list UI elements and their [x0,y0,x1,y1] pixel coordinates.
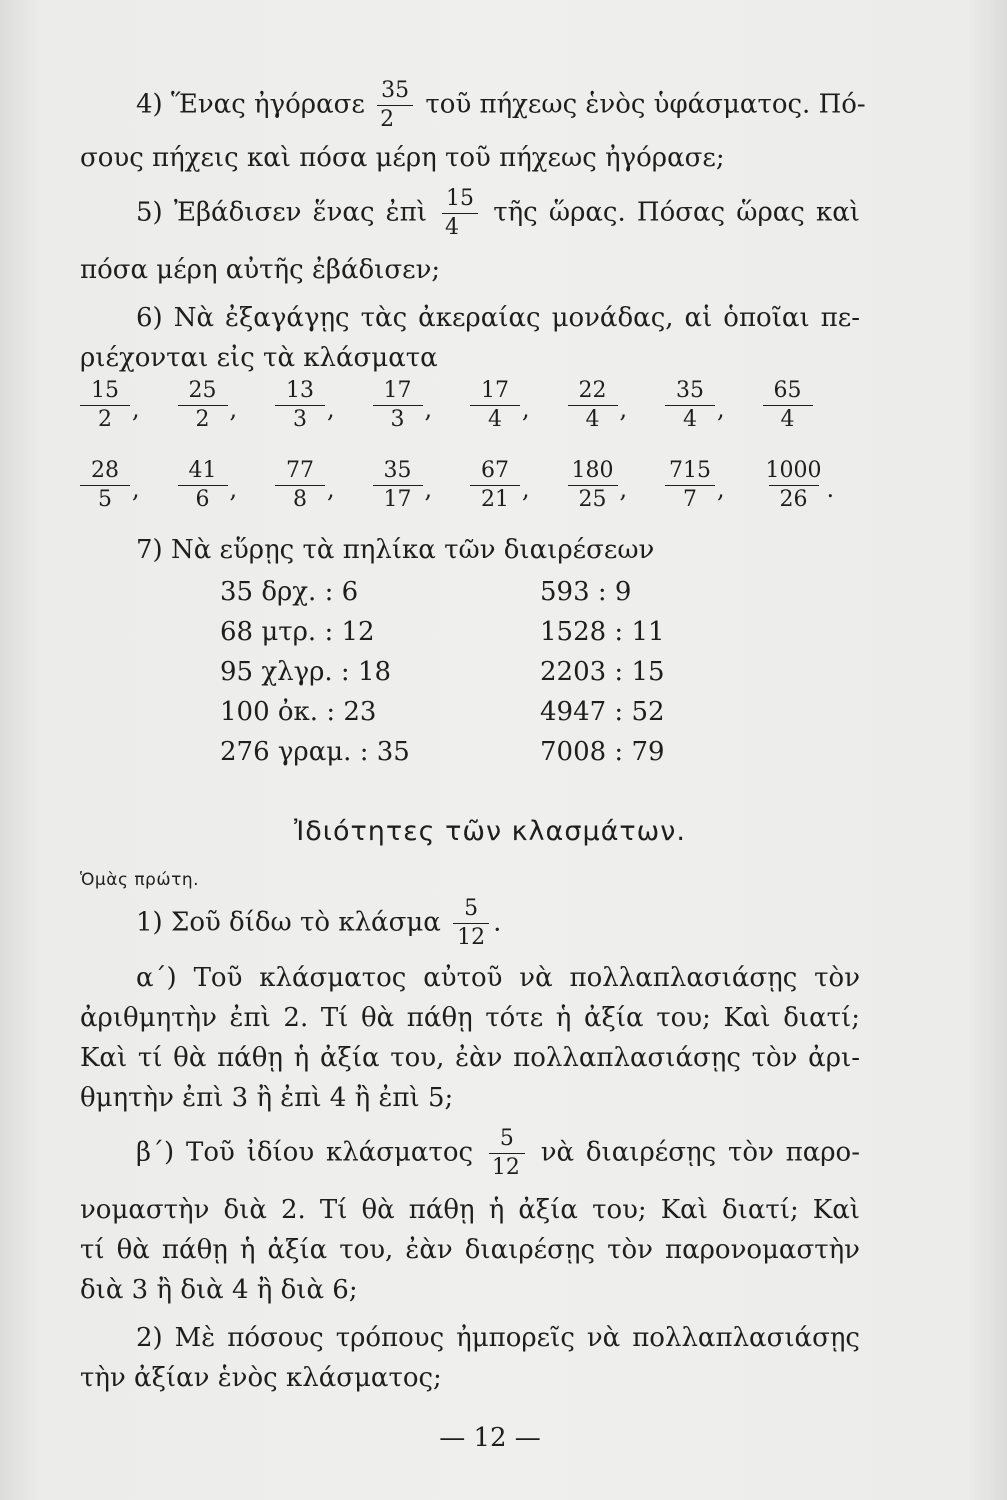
fraction-separator: , [132,475,140,503]
question-1-text: 1) Σοῦ δίδω τὸ κλάσμα [136,907,441,938]
fraction-separator: , [229,395,238,423]
fraction-separator: , [619,475,628,503]
fraction-numerator: 15 [91,378,119,403]
fraction-denominator: 3 [275,405,325,431]
beta-line-1 [80,1128,860,1179]
fraction-item [275,460,373,511]
alpha-line-3: Καὶ τί θὰ πάθῃ ἡ ἀξία του, ἐὰν πολλαπλασιάσῃς τὸν ἀρι- [80,1043,860,1073]
fraction-separator: , [132,395,140,423]
fraction-denominator: 2 [178,405,228,431]
fraction-separator: , [717,395,725,423]
fraction-separator: , [522,395,530,423]
beta-line-2: νομαστὴν διὰ 2. Τί θὰ πάθῃ ἡ ἀξία του; Καὶ διατί; Καὶ [80,1195,860,1225]
fraction [275,460,325,511]
fraction-denominator: 5 [80,485,130,511]
exercise-7-line-1: 7) Νὰ εὕρῃς τὰ πηλίκα τῶν διαιρέσεων [136,535,655,565]
fraction-numerator: 41 [188,458,217,483]
fraction-denominator: 17 [373,485,423,511]
fraction-numerator: 715 [669,458,711,483]
fraction-numerator: 180 [571,458,614,483]
fraction-separator: , [327,395,335,423]
beta-line-4: διὰ 3 ἢ διὰ 4 ἢ διὰ 6; [80,1275,358,1305]
alpha-line-1: α΄) Τοῦ κλάσματος αὐτοῦ νὰ πολλαπλασιάσῃς τὸν [136,963,860,993]
fraction-item [178,380,276,431]
fraction-numerator: 28 [91,458,119,483]
division-row [220,612,780,652]
fraction [568,380,618,431]
group-label: Ὁμὰς πρώτη. [80,870,199,890]
fraction-item [178,460,276,511]
fraction-item [373,460,471,511]
division-row [220,732,780,772]
fraction-numerator: 35 [383,458,412,483]
fraction-separator: , [229,475,238,503]
division-left: 276 γραμ. : 35 [220,737,410,767]
exercise-5-line-1 [80,188,860,239]
division-table [220,572,780,772]
fraction-item [470,380,568,431]
fraction [470,460,520,511]
fraction [275,380,325,431]
division-right: 4947 : 52 [540,697,665,727]
fraction [763,380,813,431]
fraction-denominator: 26 [769,485,819,511]
fraction-5-12-beta: $\frac{5}{12}$ [489,1128,525,1179]
division-right: 593 : 9 [540,577,632,607]
fraction-15-4: $\frac{15}{4}$ [442,188,478,239]
division-row [220,692,780,732]
exercise-4-text-after: τοῦ πήχεως ἑνὸς ὑφάσματος. Πό- [425,89,866,120]
exercise-6-line-2: ριέχονται εἰς τὰ κλάσματα [80,343,438,373]
division-left: 100 ὀκ. : 23 [220,697,377,727]
exercise-4-line-1 [80,78,866,132]
fraction-numerator: 25 [188,378,217,403]
fraction-separator: , [424,395,433,423]
fractions-row-1 [80,380,860,431]
beta-text-before: β΄) Τοῦ ἰδίου κλάσματος [136,1137,474,1168]
division-row [220,652,780,692]
fraction-5-12: $\frac{5}{12}$ [453,898,489,949]
fraction-denominator: 2 [80,405,130,431]
fraction [178,380,228,431]
question-2-line-2: τὴν ἀξίαν ἑνὸς κλάσματος; [80,1363,442,1393]
fraction-denominator: 3 [373,405,423,431]
fraction-separator: , [327,475,335,503]
fraction-numerator: 67 [481,458,509,483]
alpha-line-4: θμητὴν ἐπὶ 3 ἢ ἐπὶ 4 ἢ ἐπὶ 5; [80,1083,454,1113]
fraction-35-2: $\frac{35}{2}$ [377,80,413,131]
fraction-numerator: 17 [383,378,412,403]
fraction-denominator: 6 [178,485,228,511]
exercise-5-text-after: τῆς ὥρας. Πόσας ὥρας καὶ [493,197,860,228]
fraction-separator: , [522,475,530,503]
exercise-4-line-2: σους πήχεις καὶ πόσα μέρη τοῦ πήχεως ἠγόρασε; [80,143,725,173]
division-left: 95 χλγρ. : 18 [220,657,392,687]
fraction [470,380,520,431]
fraction [178,460,228,511]
fraction-denominator: 4 [763,405,813,431]
fraction [80,380,130,431]
fraction-numerator: 35 [676,378,704,403]
fraction-numerator: 65 [773,378,802,403]
exercise-5-line-2: πόσα μέρη αὐτῆς ἐβάδισεν; [80,255,441,285]
fraction [763,460,825,511]
fraction-item [275,380,373,431]
fraction-denominator: 25 [568,485,618,511]
fraction [373,380,423,431]
fraction-numerator: 17 [481,378,509,403]
fraction-separator: , [717,475,725,503]
fraction-denominator: 4 [470,405,520,431]
division-left: 68 μτρ. : 12 [220,617,375,647]
division-right: 1528 : 11 [540,617,665,647]
fraction-numerator: 77 [286,458,314,483]
fraction-denominator: 4 [665,405,715,431]
fraction-item [80,460,178,511]
division-right: 7008 : 79 [540,737,665,767]
exercise-6-line-1: 6) Νὰ ἐξαγάγῃς τὰς ἀκεραίας μονάδας, αἱ ὁποῖαι πε- [136,303,860,333]
fraction [568,460,618,511]
fraction-separator: , [619,395,628,423]
fraction [665,380,715,431]
fraction-denominator: 7 [665,485,715,511]
fraction [80,460,130,511]
fraction [373,460,423,511]
division-row [220,572,780,612]
fraction-numerator: 13 [286,378,314,403]
section-heading: Ἰδιότητες τῶν κλασμάτων. [294,816,686,847]
fraction-numerator: 1000 [765,458,822,483]
fraction-denominator: 21 [470,485,520,511]
fraction-denominator: 8 [275,485,325,511]
fraction-item [470,460,568,511]
fraction-item [763,380,861,431]
beta-line-3: τί θὰ πάθῃ ἡ ἀξία του, ἐὰν διαιρέσῃς τὸν παρονομαστὴν [80,1235,860,1265]
question-1-line: 1) Σοῦ δίδω τὸ κλάσμα $\frac{5}{12}$ . [136,896,502,950]
fraction-item [373,380,471,431]
fraction-item [80,380,178,431]
beta-text-after: νὰ διαιρέσῃς τὸν παρο- [540,1137,860,1168]
question-2-line-1: 2) Μὲ πόσους τρόπους ἠμπορεῖς νὰ πολλαπλασιάσῃς [136,1323,860,1353]
fraction-item [665,460,763,511]
fractions-row-2 [80,460,860,511]
fraction-item [568,460,666,511]
fraction-separator: . [826,475,835,503]
fraction-separator: , [424,475,433,503]
fraction-item [568,380,666,431]
fraction [665,460,715,511]
fraction-item [763,460,861,511]
fraction-item [665,380,763,431]
exercise-5-text-before: 5) Ἐβάδισεν ἕνας ἐπὶ [136,197,427,228]
division-left: 35 δρχ. : 6 [220,577,359,607]
fraction-numerator: 22 [578,378,607,403]
fraction-denominator: 4 [568,405,618,431]
alpha-line-2: ἀριθμητὴν ἐπὶ 2. Τί θὰ πάθῃ τότε ἡ ἀξία του; Καὶ διατί; [80,1003,860,1033]
page-number: — 12 — [439,1423,541,1453]
exercise-4-text-before: 4) Ἕνας ἠγόρασε [136,89,365,120]
division-right: 2203 : 15 [540,657,665,687]
